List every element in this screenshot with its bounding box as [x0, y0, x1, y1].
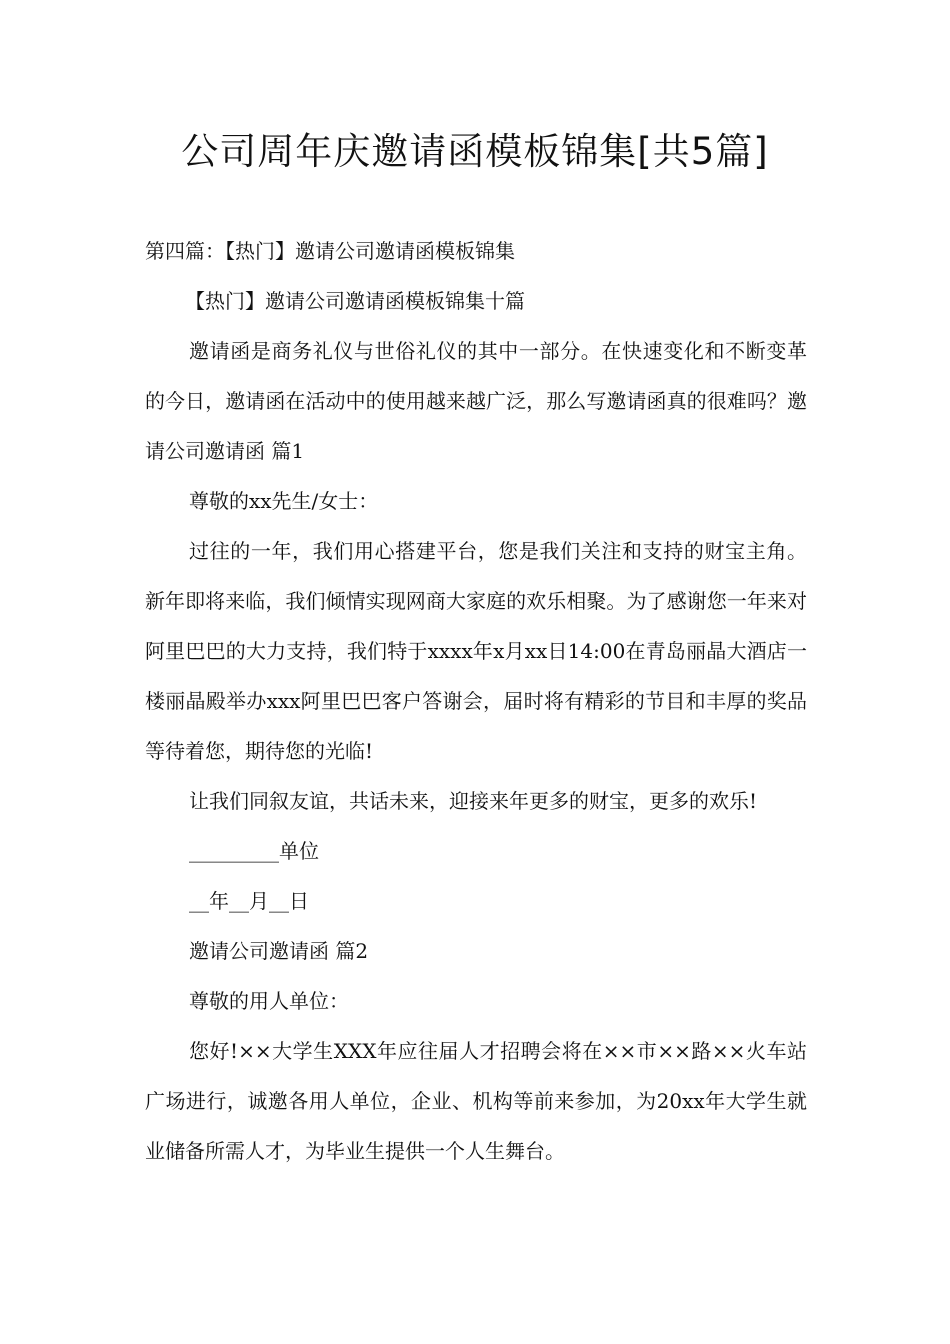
- section-heading: 第四篇：【热门】邀请公司邀请函模板锦集: [145, 239, 515, 263]
- invitation-body-2: 您好!××大学生XXX年应往届人才招聘会将在××市××路××火车站广场进行，诚邀各用人单位，企业、机构等前来参加，为20xx年大学生就业储备所需人才，为毕业生提供一个人生舞台。: [145, 1039, 807, 1163]
- intro-paragraph: 邀请函是商务礼仪与世俗礼仪的其中一部分。在快速变化和不断变革的今日，邀请函在活动中的使用越来越广泛，那么写邀请函真的很难吗？邀请公司邀请函 篇1: [145, 339, 807, 463]
- signature-unit: _________单位: [189, 839, 319, 863]
- salutation-2: 尊敬的用人单位：: [189, 989, 349, 1013]
- document-title: 公司周年庆邀请函模板锦集[共5篇]: [181, 130, 769, 173]
- subsection-heading: 【热门】邀请公司邀请函模板锦集十篇: [185, 289, 525, 313]
- signature-date: __年__月__日: [189, 889, 309, 913]
- salutation-1: 尊敬的xx先生/女士：: [189, 489, 379, 513]
- document-body: [145, 226, 807, 1176]
- invitation-body-1: 过往的一年，我们用心搭建平台，您是我们关注和支持的财宝主角。 新年即将来临，我们倾情实现网商大家庭的欢乐相聚。为了感谢您一年来对阿里巴巴的大力支持，我们特于xxxx年x月xx日14:00在青岛丽晶大酒店一楼丽晶殿举办xxx阿里巴巴客户答谢会，届时将有精彩的节目和丰厚的奖品等待着您，期待您的光临!: [145, 539, 807, 763]
- closing-line-1: 让我们同叙友谊，共话未来，迎接来年更多的财宝，更多的欢乐!: [189, 789, 758, 813]
- template-heading-2: 邀请公司邀请函 篇2: [189, 939, 369, 963]
